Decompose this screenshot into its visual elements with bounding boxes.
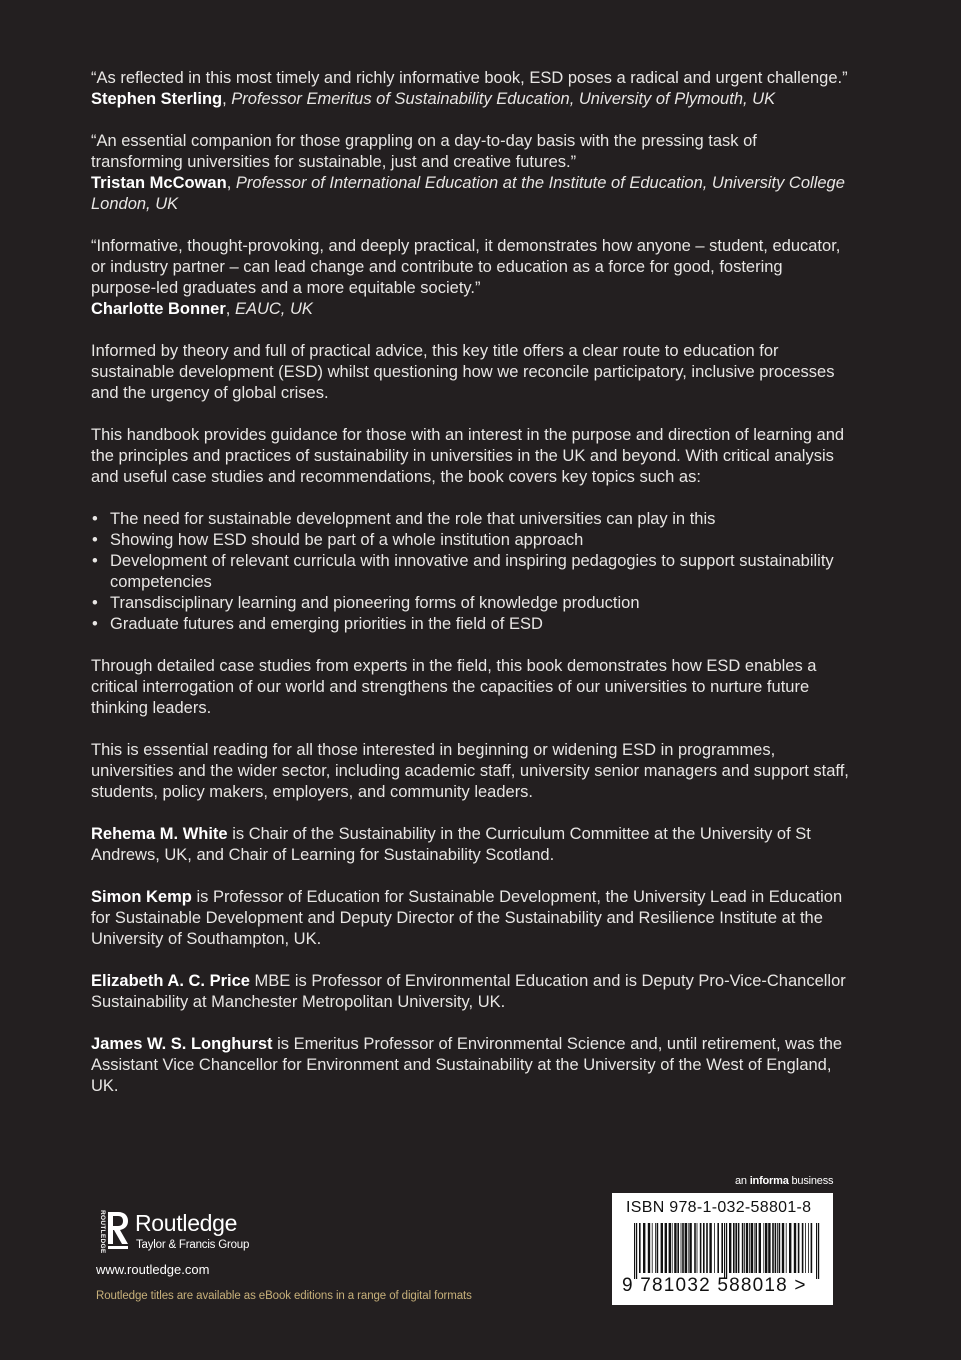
taylor-francis-label: Taylor & Francis Group: [136, 1239, 250, 1251]
barcode-bar: [805, 1223, 806, 1273]
barcode-digits: 9 781032 588018 >: [622, 1275, 807, 1296]
audience-paragraph: [91, 740, 851, 803]
topics-list: [91, 509, 851, 635]
barcode-bar: [751, 1223, 753, 1273]
informa-business-label: [735, 1175, 833, 1187]
endorsement-credit: Stephen Sterling, Professor Emeritus of Sustainability Education, University of Plymouth, UK: [91, 90, 776, 108]
barcode-guard-bar: [726, 1223, 727, 1279]
informa-name: informa: [749, 1175, 789, 1187]
endorser-name: Charlotte Bonner: [91, 300, 226, 318]
list-item: • Development of relevant curricula with innovative and inspiring pedagogies to support sustainability competencies: [91, 551, 851, 593]
barcode-guard-bar: [636, 1223, 637, 1279]
barcode-bar: [777, 1223, 778, 1273]
audience-text: This is essential reading for all those interested in beginning or widening ESD in programmes, universities and the wider sector, including academic staff, university senior managers and support staff, students, policy makers, employers, and community leaders.: [91, 741, 849, 801]
barcode-bar: [697, 1223, 698, 1273]
author-bio: [91, 971, 851, 1013]
barcode-bar: [786, 1223, 787, 1273]
ebook-note: Routledge titles are available as eBook editions in a range of digital formats: [96, 1290, 472, 1302]
author-bio: [91, 887, 851, 950]
endorser-affiliation: EAUC, UK: [234, 300, 313, 318]
barcode-bar: [672, 1223, 673, 1273]
endorser-name: Stephen Sterling: [91, 90, 223, 108]
barcode-bar: [703, 1223, 705, 1273]
barcode-bar: [755, 1223, 757, 1273]
barcode-bar: [694, 1223, 696, 1273]
intro-text: Informed by theory and full of practical advice, this key title offers a clear route to education for sustainable development (ESD) whilst questioning how we reconcile participatory, inclusive processes and the urgency of global crises.: [91, 342, 835, 402]
barcode-bar: [789, 1223, 791, 1273]
barcode-bars: [634, 1223, 820, 1279]
informa-suffix: business: [788, 1175, 834, 1187]
barcode-bar: [772, 1223, 774, 1273]
barcode-bar: [811, 1223, 813, 1273]
routledge-name: Routledge: [135, 1210, 238, 1236]
barcode-bar: [798, 1223, 800, 1273]
barcode-bar: [709, 1223, 711, 1273]
barcode-bar: [721, 1223, 723, 1273]
barcode-bar: [765, 1223, 767, 1273]
barcode-bar: [685, 1223, 687, 1273]
barcode-bar: [639, 1223, 641, 1273]
handbook-text: This handbook provides guidance for those with an interest in the purpose and direction of learning and the principles and practices of sustainability in universities in the UK and beyond. With critical analysis and useful case studies and recommendations, the book covers key topics such as:: [91, 426, 845, 486]
barcode-guard-bar: [818, 1223, 819, 1279]
barcode-bar: [744, 1223, 745, 1273]
barcode-bar: [681, 1223, 682, 1273]
barcode-bar: [742, 1223, 744, 1273]
barcode-bar: [643, 1223, 645, 1273]
barcode-bar: [782, 1223, 784, 1273]
barcode-guard-bar: [634, 1223, 635, 1279]
endorsement: [91, 236, 851, 320]
endorsement-credit: Charlotte Bonner, EAUC, UK: [91, 300, 313, 318]
barcode-bar: [754, 1223, 755, 1273]
logo-vertical-text: ROUTLEDGE: [99, 1210, 106, 1254]
barcode-bar: [706, 1223, 708, 1273]
barcode-bar: [768, 1223, 770, 1273]
endorsement-quote: “Informative, thought-provoking, and deeply practical, it demonstrates how anyone – student, educator, or industry partner – can lead change and contribute to education as a force for good, fostering purpose-led graduates and a more equitable society.”: [91, 237, 841, 297]
barcode-bar: [729, 1223, 731, 1273]
barcode-bar: [717, 1223, 719, 1273]
endorsement-quote: “As reflected in this most timely and richly informative book, ESD poses a radical and urgent challenge.”: [91, 69, 848, 87]
isbn-barcode: [612, 1193, 833, 1305]
barcode-bar: [794, 1223, 796, 1273]
author-description: is Chair of the Sustainability in the Curriculum Committee at the University of St Andrews, UK, and Chair of Learning for Sustainability Scotland.: [91, 825, 811, 864]
barcode-bar: [689, 1223, 691, 1273]
informa-prefix: an: [735, 1175, 750, 1187]
list-item: • Showing how ESD should be part of a whole institution approach: [91, 530, 851, 551]
barcode-bar: [735, 1223, 737, 1273]
list-item: • Transdisciplinary learning and pioneering forms of knowledge production: [91, 593, 851, 614]
author-description: is Emeritus Professor of Environmental Science and, until retirement, was the Assistant Vice Chancellor for Environment and Sustainability at the University of the West of England, UK.: [91, 1035, 843, 1095]
barcode-bar: [657, 1223, 659, 1273]
barcode-bar: [749, 1223, 750, 1273]
author-name: James W. S. Longhurst: [91, 1035, 273, 1053]
website-link[interactable]: www.routledge.com: [96, 1262, 210, 1277]
barcode-bar: [665, 1223, 667, 1273]
handbook-paragraph: [91, 425, 851, 488]
barcode-guard-bar: [724, 1223, 725, 1279]
author-bio: [91, 1034, 851, 1097]
barcode-bar: [733, 1223, 735, 1273]
barcode-bar: [648, 1223, 650, 1273]
barcode-bar: [669, 1223, 671, 1273]
barcode-bar: [763, 1223, 764, 1273]
barcode-bar: [759, 1223, 761, 1273]
author-bio-text: [91, 887, 851, 950]
barcode-bar: [775, 1223, 777, 1273]
routledge-r-icon: [94, 1208, 132, 1260]
author-name: Simon Kemp: [91, 888, 192, 906]
barcode-bar: [652, 1223, 653, 1273]
barcode-bar: [738, 1223, 740, 1273]
barcode-bar: [688, 1223, 689, 1273]
endorser-affiliation: Professor Emeritus of Sustainability Education, University of Plymouth, UK: [231, 90, 776, 108]
routledge-logo: [94, 1208, 294, 1260]
endorsement-credit: Tristan McCowan, Professor of International Education at the Institute of Education, University College London, UK: [91, 174, 845, 213]
barcode-bar: [677, 1223, 679, 1273]
barcode-bar: [714, 1223, 715, 1273]
list-item: • Graduate futures and emerging priorities in the field of ESD: [91, 614, 851, 635]
barcode-bar: [700, 1223, 702, 1273]
intro-paragraph: [91, 341, 851, 404]
author-name: Elizabeth A. C. Price: [91, 972, 250, 990]
endorser-affiliation: Professor of International Education at the Institute of Education, University College London, UK: [91, 174, 845, 213]
barcode-bar: [661, 1223, 663, 1273]
author-description: is Professor of Education for Sustainable Development, the University Lead in Education for Sustainable Development and Deputy Director of the Sustainability and Resilience Institute at the University of Southampton, UK.: [91, 888, 843, 948]
author-bio-text: [91, 824, 851, 866]
barcode-bar: [655, 1223, 656, 1273]
case-studies-paragraph: [91, 656, 851, 719]
barcode-bar: [682, 1223, 684, 1273]
barcode-bar: [746, 1223, 748, 1273]
author-name: Rehema M. White: [91, 825, 228, 843]
endorsement: [91, 68, 851, 110]
isbn-label: ISBN 978-1-032-58801-8: [626, 1199, 812, 1216]
author-bio-text: [91, 971, 851, 1013]
endorsement: [91, 131, 851, 215]
author-bio-text: [91, 1034, 851, 1097]
endorser-name: Tristan McCowan: [91, 174, 227, 192]
author-bio: [91, 824, 851, 866]
barcode-bar: [808, 1223, 809, 1273]
barcode-bar: [779, 1223, 781, 1273]
author-description: MBE is Professor of Environmental Education and is Deputy Pro-Vice-Chancellor Sustainability at Manchester Metropolitan University, UK.: [91, 972, 846, 1011]
list-item: • The need for sustainable development and the role that universities can play in this: [91, 509, 851, 530]
endorsement-quote: “An essential companion for those grappling on a day-to-day basis with the pressing task of transforming universities for sustainable, just and creative futures.”: [91, 132, 757, 171]
barcode-bar: [802, 1223, 804, 1273]
back-cover-text: [91, 68, 851, 1118]
barcode-bar: [674, 1223, 676, 1273]
case-studies-text: Through detailed case studies from experts in the field, this book demonstrates how ESD enables a critical interrogation of our world and strengthens the capacities of our universities to nurture future thinking leaders.: [91, 657, 817, 717]
barcode-guard-bar: [816, 1223, 817, 1279]
